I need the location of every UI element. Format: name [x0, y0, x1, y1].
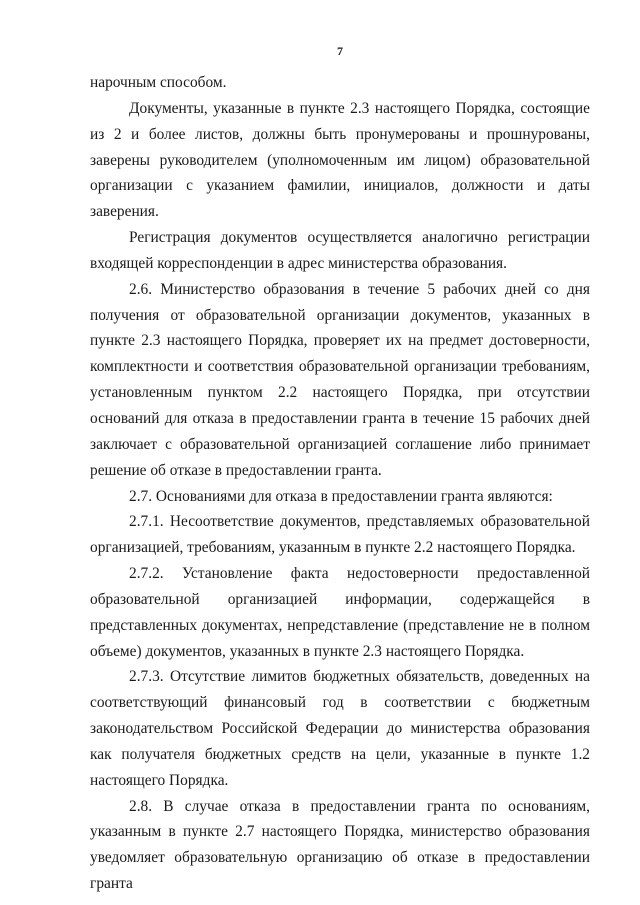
paragraph-2-7-2: 2.7.2. Установление факта недостоверности предоставленной образовательной организацией информации, содержащейся в представленных документах, непредставление (представление не в полном объеме) документов, указанных в пункте 2.3 настоящего Порядка. [90, 565, 590, 660]
paragraph-2-6: 2.6. Министерство образования в течение 5 рабочих дней со дня получения от образовательной организации документов, указанных в пункте 2.3 настоящего Порядка, проверяет их на предмет достоверности, комплектности и соответствия образовательной организации требованиям, установленным пунктом 2.2 настоящего Порядка, при отсутствии оснований для отказа в предоставлении гранта в течение 15 рабочих дней заключает с образовательной организацией соглашение либо принимает решение об отказе в предоставлении гранта. [90, 280, 590, 479]
paragraph-2-8: 2.8. В случае отказа в предоставлении гранта по основаниям, указанным в пункте 2.7 настоящего Порядка, министерство образования уведомляет образовательную организацию об отказе в предоставлении гранта [90, 797, 590, 893]
paragraph-document-requirements: Документы, указанные в пункте 2.3 настоящего Порядка, состоящие из 2 и более листов, должны быть пронумерованы и прошнурованы, заверены руководителем (уполномоченным им лицом) образовательной организации с указанием фамилии, инициалов, должности и даты заверения. [90, 99, 590, 221]
paragraph-registration: Регистрация документов осуществляется аналогично регистрации входящей корреспонденции в адрес министерства образования. [90, 229, 590, 272]
page-number: 7 [337, 44, 343, 58]
paragraph-2-7: 2.7. Основаниями для отказа в предоставлении гранта являются: [129, 487, 553, 505]
paragraph-continuation: нарочным способом. [90, 74, 227, 91]
paragraph-2-7-1: 2.7.1. Несоответствие документов, представляемых образовательной организацией, требованиям, указанным в пункте 2.2 настоящего Порядка. [90, 513, 590, 557]
paragraph-2-7-3: 2.7.3. Отсутствие лимитов бюджетных обязательств, доведенных на соответствующий финансовый год в соответствии с бюджетным законодательством Российской Федерации до министерства образования как получателя бюджетных средств на цели, указанные в пункте 1.2 настоящего Порядка. [90, 668, 590, 789]
document-body [90, 70, 590, 897]
